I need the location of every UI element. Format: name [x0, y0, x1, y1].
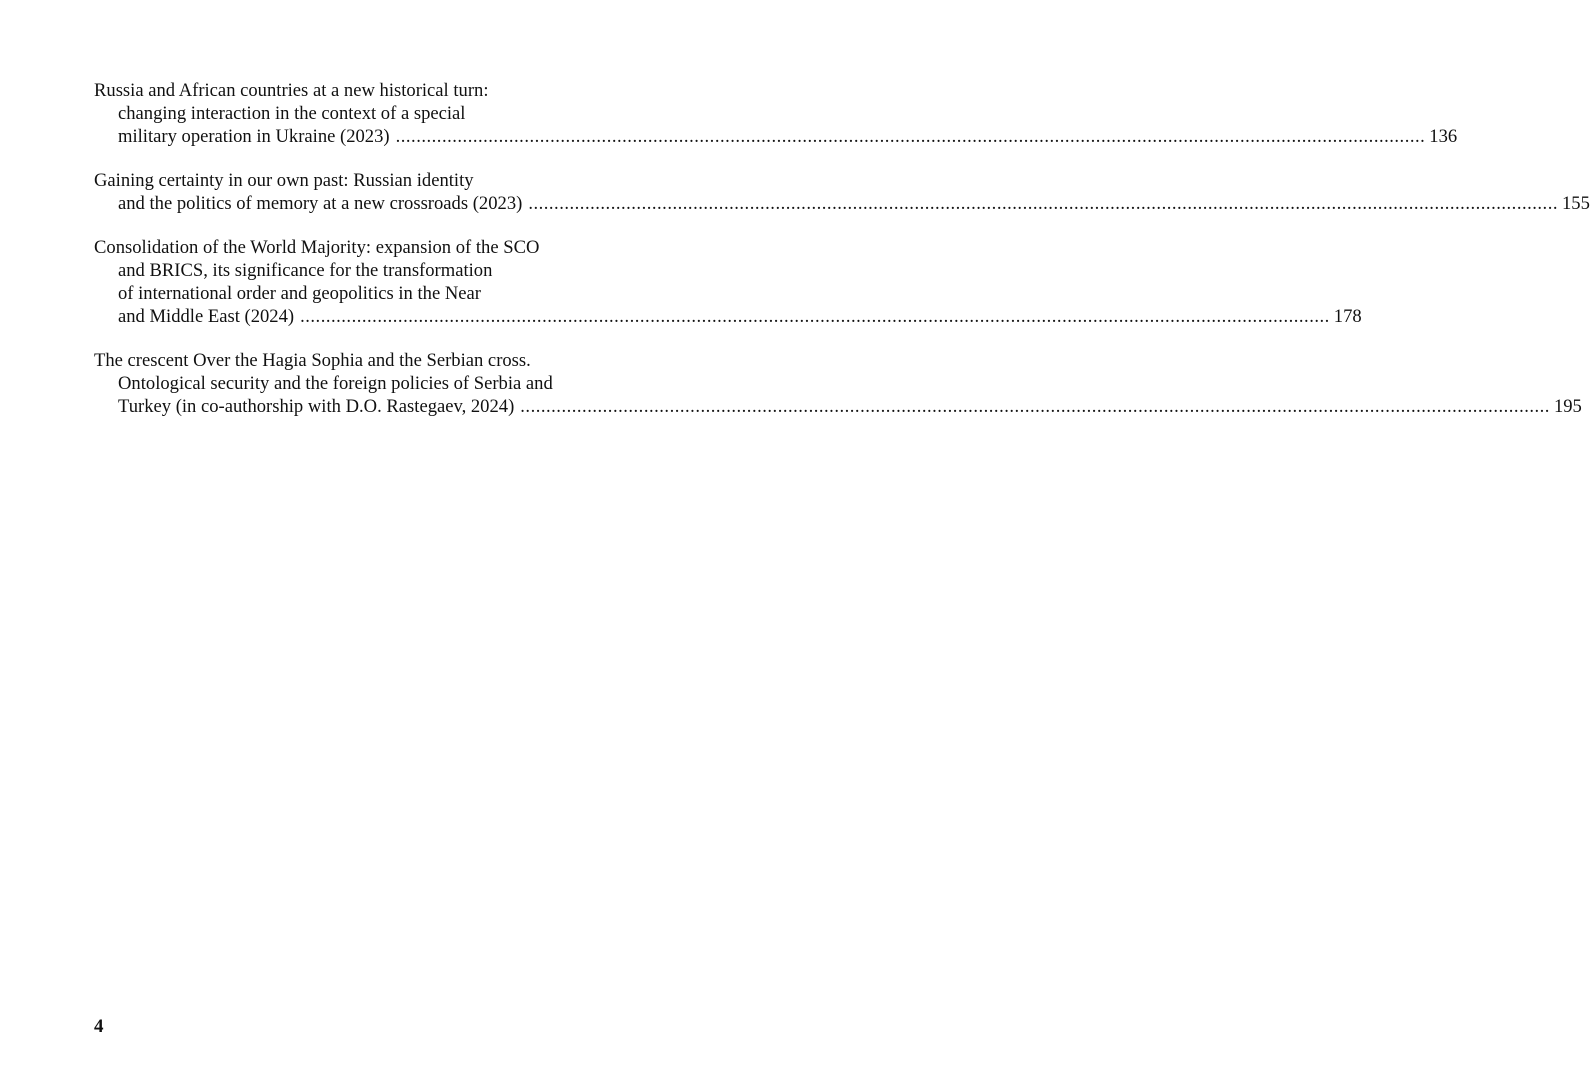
- toc-entry-page-number: 136: [1429, 126, 1458, 147]
- toc-entry[interactable]: [94, 169, 1590, 215]
- dot-leader: ........................................................................................................................................................................................................: [300, 306, 1330, 327]
- table-of-contents: [94, 79, 1590, 439]
- dot-leader: ........................................................................................................................................................................................................: [520, 396, 1550, 417]
- toc-entry-final-line: [94, 395, 1582, 418]
- toc-entry-continuation-line: changing interaction in the context of a special: [118, 103, 466, 124]
- toc-entry-continuation-line: of international order and geopolitics in the Near: [118, 283, 481, 304]
- toc-entry[interactable]: [94, 349, 1582, 418]
- page-number: 4: [94, 1016, 104, 1037]
- toc-entry-title-line: The crescent Over the Hagia Sophia and the Serbian cross.: [94, 350, 531, 371]
- toc-entry-final-text: and Middle East (2024): [118, 306, 295, 327]
- toc-entry[interactable]: [94, 79, 1458, 148]
- toc-entry-title-line: Gaining certainty in our own past: Russian identity: [94, 170, 474, 191]
- dot-leader: ........................................................................................................................................................................................................: [395, 126, 1426, 147]
- toc-entry-continuation-line: and BRICS, its significance for the transformation: [118, 260, 493, 281]
- toc-entry-final-line: [94, 125, 1458, 148]
- toc-entry-page-number: 178: [1333, 306, 1362, 327]
- dot-leader: ........................................................................................................................................................................................................: [528, 193, 1558, 214]
- toc-entry-continuation-line: Ontological security and the foreign policies of Serbia and: [118, 373, 553, 394]
- toc-entry-title-line: Russia and African countries at a new historical turn:: [94, 80, 489, 101]
- toc-entry[interactable]: [94, 236, 1362, 328]
- toc-entry-final-line: [94, 305, 1362, 328]
- toc-entry-final-text: military operation in Ukraine (2023): [118, 126, 390, 147]
- toc-entry-page-number: 195: [1553, 396, 1582, 417]
- toc-entry-final-text: and the politics of memory at a new crossroads (2023): [118, 193, 523, 214]
- toc-entry-page-number: 155: [1562, 193, 1590, 214]
- toc-entry-final-text: Turkey (in co-authorship with D.O. Rastegaev, 2024): [118, 396, 515, 417]
- toc-entry-title-line: Consolidation of the World Majority: expansion of the SCO: [94, 237, 540, 258]
- toc-entry-final-line: [94, 192, 1590, 215]
